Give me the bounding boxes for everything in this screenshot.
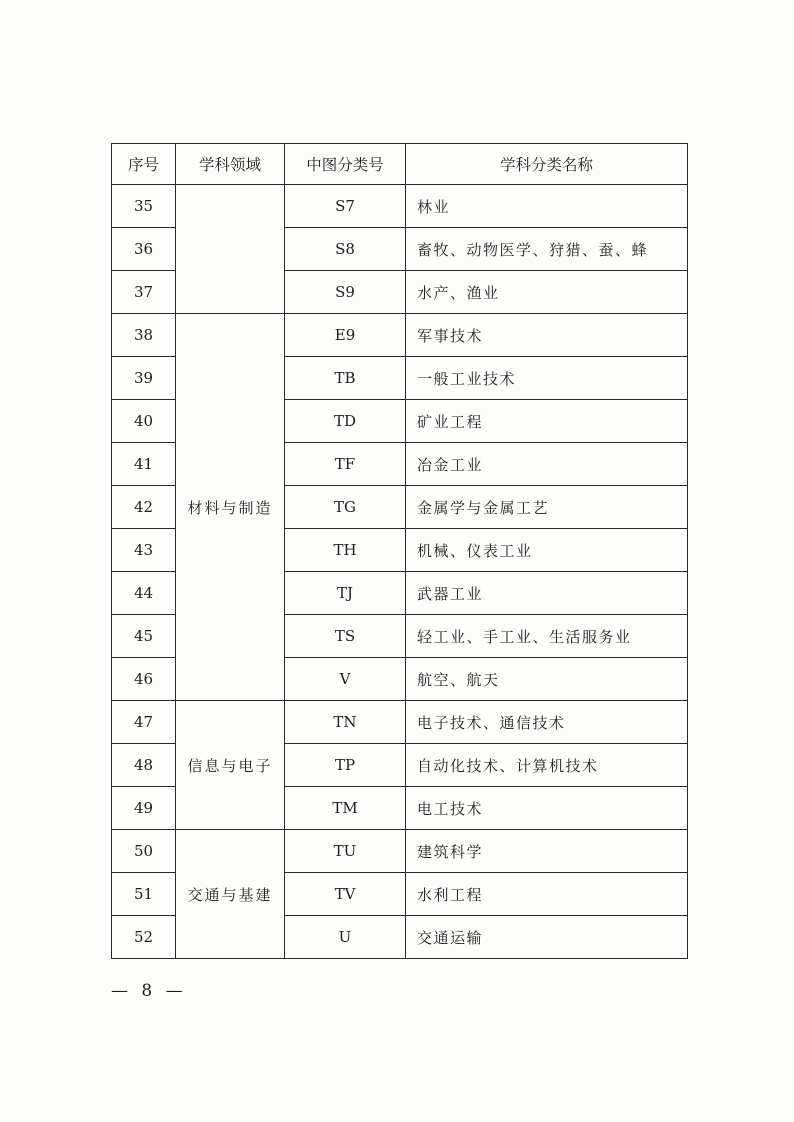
seq-cell: 42 (112, 486, 176, 529)
name-cell: 矿业工程 (406, 400, 688, 443)
seq-cell: 49 (112, 787, 176, 830)
code-cell: E9 (285, 314, 406, 357)
header-seq: 序号 (112, 144, 176, 185)
seq-cell: 48 (112, 744, 176, 787)
table-row (112, 830, 688, 873)
code-cell: U (285, 916, 406, 959)
domain-cell: 信息与电子 (176, 701, 285, 830)
name-cell: 金属学与金属工艺 (406, 486, 688, 529)
name-cell: 林业 (406, 185, 688, 228)
name-cell: 水利工程 (406, 873, 688, 916)
seq-cell: 46 (112, 658, 176, 701)
code-cell: TU (285, 830, 406, 873)
seq-cell: 51 (112, 873, 176, 916)
name-cell: 畜牧、动物医学、狩猎、蚕、蜂 (406, 228, 688, 271)
domain-cell: 材料与制造 (176, 314, 285, 701)
code-cell: TM (285, 787, 406, 830)
seq-cell: 39 (112, 357, 176, 400)
seq-cell: 45 (112, 615, 176, 658)
name-cell: 电工技术 (406, 787, 688, 830)
seq-cell: 38 (112, 314, 176, 357)
name-cell: 水产、渔业 (406, 271, 688, 314)
code-cell: TP (285, 744, 406, 787)
seq-cell: 37 (112, 271, 176, 314)
seq-cell: 44 (112, 572, 176, 615)
name-cell: 武器工业 (406, 572, 688, 615)
code-cell: S8 (285, 228, 406, 271)
seq-cell: 36 (112, 228, 176, 271)
code-cell: TD (285, 400, 406, 443)
name-cell: 交通运输 (406, 916, 688, 959)
name-cell: 航空、航天 (406, 658, 688, 701)
table-header-row (112, 144, 688, 185)
code-cell: TG (285, 486, 406, 529)
table-row (112, 314, 688, 357)
code-cell: S9 (285, 271, 406, 314)
seq-cell: 43 (112, 529, 176, 572)
code-cell: TS (285, 615, 406, 658)
domain-cell (176, 185, 285, 314)
name-cell: 一般工业技术 (406, 357, 688, 400)
seq-cell: 40 (112, 400, 176, 443)
code-cell: TJ (285, 572, 406, 615)
name-cell: 冶金工业 (406, 443, 688, 486)
code-cell: TF (285, 443, 406, 486)
page-number: — 8 — (111, 981, 187, 1001)
code-cell: V (285, 658, 406, 701)
seq-cell: 47 (112, 701, 176, 744)
code-cell: TB (285, 357, 406, 400)
domain-cell: 交通与基建 (176, 830, 285, 959)
name-cell: 军事技术 (406, 314, 688, 357)
code-cell: TH (285, 529, 406, 572)
code-cell: TV (285, 873, 406, 916)
name-cell: 自动化技术、计算机技术 (406, 744, 688, 787)
seq-cell: 52 (112, 916, 176, 959)
table-row (112, 185, 688, 228)
name-cell: 电子技术、通信技术 (406, 701, 688, 744)
seq-cell: 35 (112, 185, 176, 228)
name-cell: 建筑科学 (406, 830, 688, 873)
header-code: 中图分类号 (285, 144, 406, 185)
table-row (112, 701, 688, 744)
seq-cell: 50 (112, 830, 176, 873)
code-cell: S7 (285, 185, 406, 228)
seq-cell: 41 (112, 443, 176, 486)
code-cell: TN (285, 701, 406, 744)
name-cell: 轻工业、手工业、生活服务业 (406, 615, 688, 658)
name-cell: 机械、仪表工业 (406, 529, 688, 572)
header-name: 学科分类名称 (406, 144, 688, 185)
header-domain: 学科领域 (176, 144, 285, 185)
classification-table (111, 143, 688, 959)
